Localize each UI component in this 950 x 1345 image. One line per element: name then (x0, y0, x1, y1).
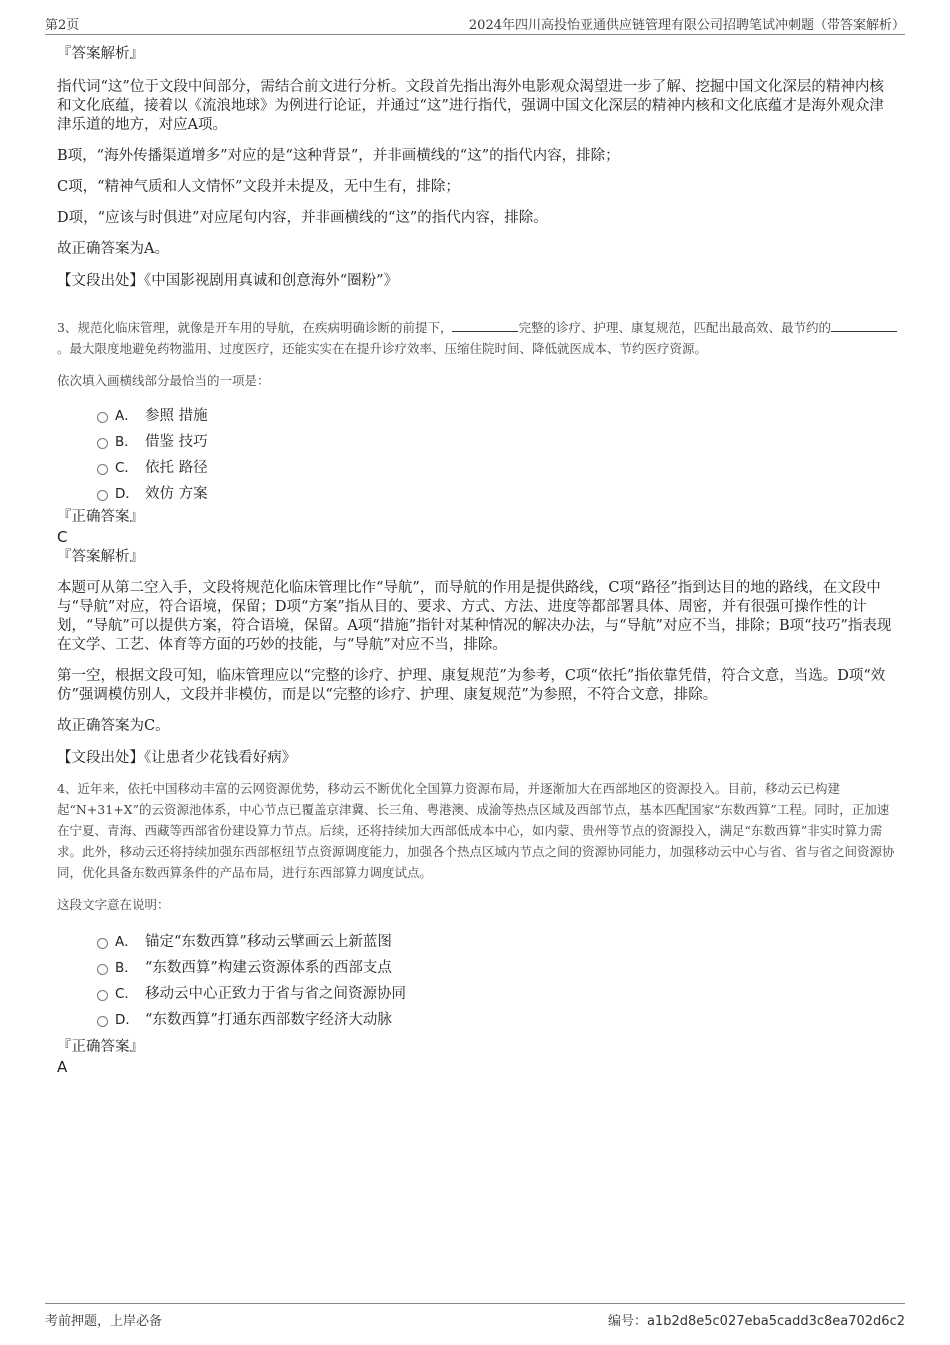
q4-prompt: 这段文字意在说明： (57, 897, 170, 912)
q4-option-b[interactable] (97, 955, 897, 981)
q4-options (57, 929, 897, 1033)
option-letter: A． (115, 934, 138, 950)
q3-option-b[interactable] (97, 429, 897, 455)
radio-icon[interactable] (97, 964, 108, 975)
q3-analysis-paragraph-2: 第一空，根据文段可知，临床管理应以“完整的诊疗、护理、康复规范”为参考，C项“依托”指依靠凭借，符合文意，当选。D项“效仿”强调模仿别人，文段并非模仿，而是以“完整的诊疗、护理、康复规范”为参照，不符合文意，排除。 (57, 668, 886, 703)
page-content (57, 44, 897, 1077)
q3-blank-1 (452, 319, 518, 332)
q3-correct-answer: C (57, 528, 68, 546)
page-footer (45, 1303, 905, 1329)
q4-text: 4、近年来，依托中国移动丰富的云网资源优势，移动云不断优化全国算力资源布局，并逐渐加大在西部地区的资源投入。目前，移动云已构建起“N+31+X”的云资源池体系，中心节点已覆盖京津冀、长三角、粤港澳、成渝等热点区域及西部节点，基本匹配国家“东数西算”工程。同时，正加速在宁夏、青海、西藏等西部省份建设算力节点。后续，还将持续加大西部低成本中心，如内蒙、贵州等节点的资源投入，满足“东数西算”非实时算力需求。此外，移动云还将持续加强东西部枢纽节点资源调度能力，加强各个热点区域内节点之间的资源协同能力，加强移动云中心与省、省与省之间资源协同，优化具备东数西算条件的产品布局，进行东西部算力调度试点。 (57, 781, 895, 880)
q3-blank-2 (831, 319, 897, 332)
q4-option-d[interactable] (97, 1007, 897, 1033)
radio-icon[interactable] (97, 438, 108, 449)
question-4 (57, 778, 897, 1077)
q3-correct-label: 『正确答案』 (57, 509, 144, 525)
q3-analysis-paragraph-1: 本题可从第二空入手，文段将规范化临床管理比作“导航”，而导航的作用是提供路线，C项“路径”指到达目的地的路线，在文段中与“导航”对应，符合语境，保留；D项“方案”指从目的、要求、方式、方法、进度等都部署具体、周密，并有很强可操作性的计划，“导航”可以提供方案，符合语境，保留。A项“措施”指针对某种情况的解决办法，与“导航”对应不当，排除；B项“技巧”指表现在文学、工艺、体育等方面的巧妙的技能，与“导航”对应不当，排除。 (57, 580, 892, 653)
option-letter: B． (115, 434, 138, 450)
option-text: “东数西算”打通东西部数字经济大动脉 (145, 1012, 392, 1028)
q2-analysis-label: 『答案解析』 (57, 46, 144, 62)
q3-option-a[interactable] (97, 403, 897, 429)
q2-source: 【文段出处】《中国影视剧用真诚和创意海外“圈粉”》 (57, 273, 399, 289)
option-text: “东数西算”构建云资源体系的西部支点 (145, 960, 392, 976)
q3-text-part-3: 。最大限度地避免药物滥用、过度医疗，还能实实在在提升诊疗效率、压缩住院时间、降低就医成本、节约医疗资源。 (57, 341, 708, 356)
footer-slogan: 考前押题，上岸必备 (45, 1314, 163, 1329)
radio-icon[interactable] (97, 990, 108, 1001)
q4-option-c[interactable] (97, 981, 897, 1007)
radio-icon[interactable] (97, 938, 108, 949)
q2-analysis-paragraph-3: C项，“精神气质和人文情怀”文段并未提及，无中生有，排除； (57, 179, 460, 195)
radio-icon[interactable] (97, 1016, 108, 1027)
q2-analysis-paragraph-2: B项，“海外传播渠道增多”对应的是“这种背景”，并非画横线的“这”的指代内容，排除； (57, 148, 620, 164)
footer-code-label: 编号： (607, 1314, 647, 1329)
q2-analysis-section (57, 44, 897, 291)
question-3 (57, 317, 897, 768)
q4-option-a[interactable] (97, 929, 897, 955)
radio-icon[interactable] (97, 412, 108, 423)
q3-source: 【文段出处】《让患者少花钱看好病》 (57, 750, 297, 766)
option-letter: B． (115, 960, 138, 976)
q3-text (57, 317, 897, 359)
option-letter: A． (115, 408, 138, 424)
q4-correct-label: 『正确答案』 (57, 1039, 144, 1055)
q3-option-d[interactable] (97, 481, 897, 507)
q3-text-part-2: 完整的诊疗、护理、康复规范，匹配出最高效、最节约的 (518, 320, 831, 335)
q2-analysis-paragraph-4: D项，“应该与时俱进”对应尾句内容，并非画横线的“这”的指代内容，排除。 (57, 210, 548, 226)
q2-analysis-paragraph-5: 故正确答案为A。 (57, 241, 169, 257)
radio-icon[interactable] (97, 490, 108, 501)
footer-code (608, 1310, 905, 1329)
page-header (45, 14, 905, 35)
radio-icon[interactable] (97, 464, 108, 475)
option-text: 借鉴 技巧 (145, 434, 208, 450)
option-letter: D． (115, 1012, 139, 1028)
q3-options (57, 403, 897, 507)
footer-code-value: a1b2d8e5c027eba5cadd3c8ea702d6c2 (646, 1314, 905, 1329)
page-number: 第2页 (45, 18, 80, 33)
q3-prompt: 依次填入画横线部分最恰当的一项是： (57, 373, 270, 388)
q4-correct-answer: A (57, 1058, 68, 1076)
q3-option-c[interactable] (97, 455, 897, 481)
option-text: 参照 措施 (145, 408, 208, 424)
q3-analysis-paragraph-3: 故正确答案为C。 (57, 718, 170, 734)
document-title: 2024年四川高投怡亚通供应链管理有限公司招聘笔试冲刺题（带答案解析） (468, 18, 905, 33)
q3-text-part-1: 3、规范化临床管理，就像是开车用的导航，在疾病明确诊断的前提下， (57, 320, 453, 335)
option-text: 移动云中心正致力于省与省之间资源协同 (145, 986, 406, 1002)
q2-analysis-paragraph-1: 指代词“这”位于文段中间部分，需结合前文进行分析。文段首先指出海外电影观众渴望进一步了解、挖掘中国文化深层的精神内核和文化底蕴，接着以《流浪地球》为例进行论证，并通过“这”进行指代，强调中国文化深层的精神内核和文化底蕴才是海外观众津津乐道的地方，对应A项。 (57, 79, 884, 133)
option-letter: C． (115, 986, 138, 1002)
option-letter: C． (115, 460, 138, 476)
q3-analysis-label: 『答案解析』 (57, 549, 144, 565)
option-text: 效仿 方案 (145, 486, 208, 502)
option-text: 依托 路径 (145, 460, 208, 476)
option-text: 锚定“东数西算”移动云擘画云上新蓝图 (145, 934, 392, 950)
option-letter: D． (115, 486, 139, 502)
